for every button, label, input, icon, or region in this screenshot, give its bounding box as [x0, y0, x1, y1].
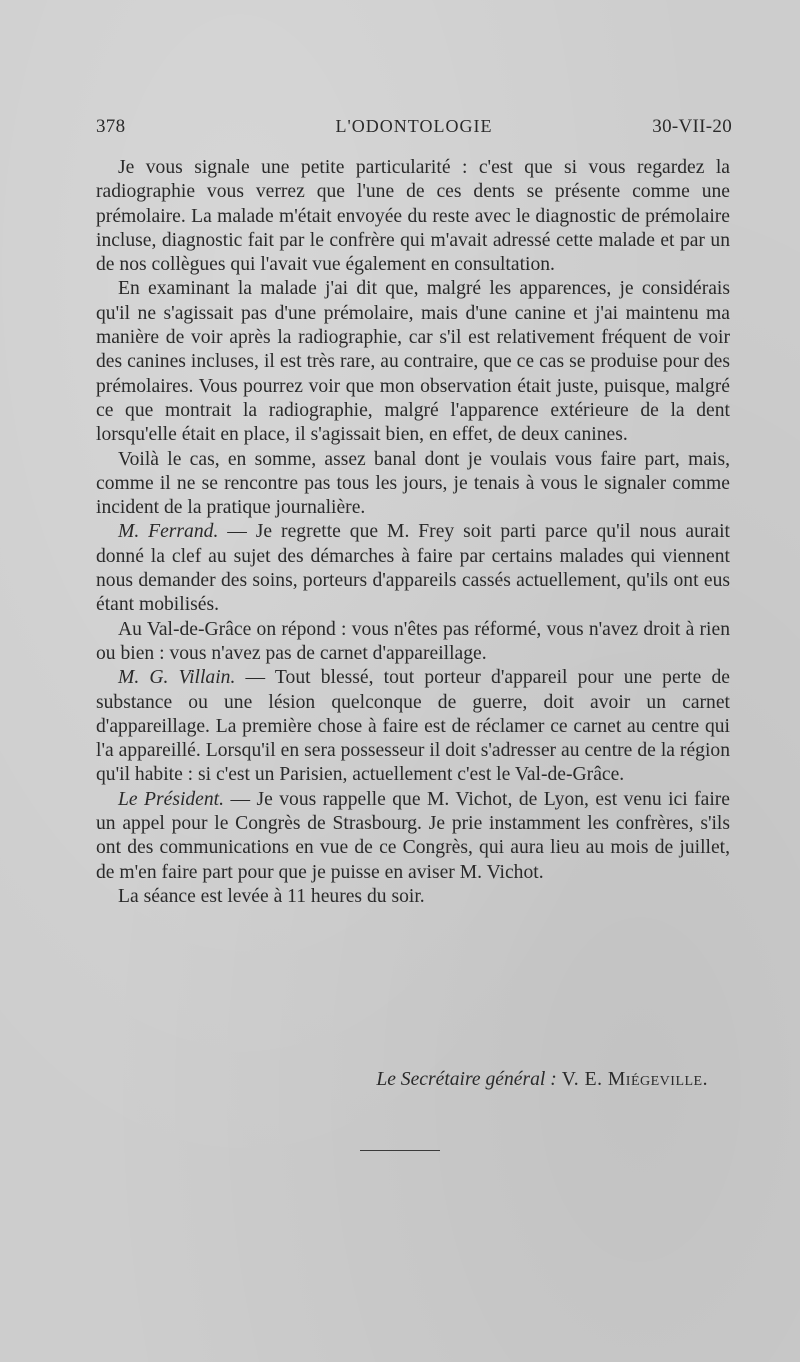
- signature-role: Le Secrétaire général :: [376, 1069, 557, 1090]
- paragraph-text: — Je vous rappelle que M. Vichot, de Lyon, est venu ici faire un appel pour le Congrès de Strasbourg. Je prie instamment les confrères, s'ils ont des communications en vue de ce Congrès, qui aura lieu au mois de juillet, de m'en faire part pour que je puisse en aviser M. Vichot.: [96, 788, 731, 883]
- paragraph-text: Au Val-de-Grâce on répond : vous n'êtes pas réformé, vous n'avez droit à rien ou bien : vous n'avez pas de carnet d'appareillage.: [96, 618, 730, 664]
- page-number: 378: [96, 116, 126, 137]
- paragraph-text: La séance est levée à 11 heures du soir.: [118, 885, 425, 907]
- paragraph: [96, 520, 730, 617]
- paragraph-text: En examinant la malade j'ai dit que, malgré les apparences, je considérais qu'il ne s'agissait pas d'une prémolaire, mais d'une canine et j'ai maintenu ma manière de voir après la radiographie, car s'il est relativement fréquent de voir des canines incluses, il est très rare, au contraire, que ce cas se produise pour des prémolaires. Vous pourrez voir que mon observation était juste, puisque, malgré ce que montrait la radiographie, malgré l'apparence extérieure de la dent lorsqu'elle était en place, il s'agissait bien, en effet, de deux canines.: [96, 278, 730, 446]
- paragraph: [96, 885, 730, 909]
- speaker-name: M. G. Villain.: [118, 667, 236, 689]
- speaker-name: Le Président.: [118, 788, 225, 810]
- paragraph-text: Voilà le cas, en somme, assez banal dont je voulais vous faire part, mais, comme il ne se rencontre pas tous les jours, je tenais à vous le signaler comme incident de la pratique journalière.: [96, 448, 730, 519]
- signature-name: V. E. Miégeville.: [561, 1069, 708, 1090]
- signature: [96, 1068, 708, 1092]
- running-header: [96, 116, 732, 146]
- paragraph: [96, 277, 730, 447]
- issue-date: 30-VII-20: [652, 116, 732, 137]
- paragraph-text: — Tout blessé, tout porteur d'appareil pour une perte de substance ou une lésion quelconque de guerre, doit avoir un carnet d'appareillage. La première chose à faire est de réclamer ce carnet au centre qui l'a appareillé. Lorsqu'il en sera possesseur il doit s'adresser au centre de la région qu'il habite : si c'est un Parisien, actuellement c'est le Val-de-Grâce.: [96, 667, 730, 786]
- paragraph: [96, 788, 730, 885]
- closing-rule: [360, 1150, 440, 1151]
- paragraph-text: Je vous signale une petite particularité : c'est que si vous regardez la radiographie vous verrez que l'une de ces dents se présente comme une prémolaire. La malade m'était envoyée du reste avec le diagnostic de prémolaire incluse, diagnostic fait par le confrère qui m'avait adressé cette malade et par un de nos collègues qui l'avait vue également en consultation.: [96, 157, 730, 276]
- paragraph: [96, 448, 730, 521]
- running-title: L'ODONTOLOGIE: [335, 116, 493, 136]
- body-text: [96, 156, 730, 909]
- paragraph-text: — Je regrette que M. Frey soit parti parce qu'il nous aurait donné la clef au sujet des démarches à faire par certains malades qui viennent nous demander des soins, porteurs d'appareils cassés actuellement, qu'ils ont eus étant mobilisés.: [96, 521, 730, 616]
- speaker-name: M. Ferrand.: [118, 521, 219, 543]
- paragraph: [96, 618, 730, 667]
- paragraph: [96, 156, 730, 277]
- paragraph: [96, 666, 730, 787]
